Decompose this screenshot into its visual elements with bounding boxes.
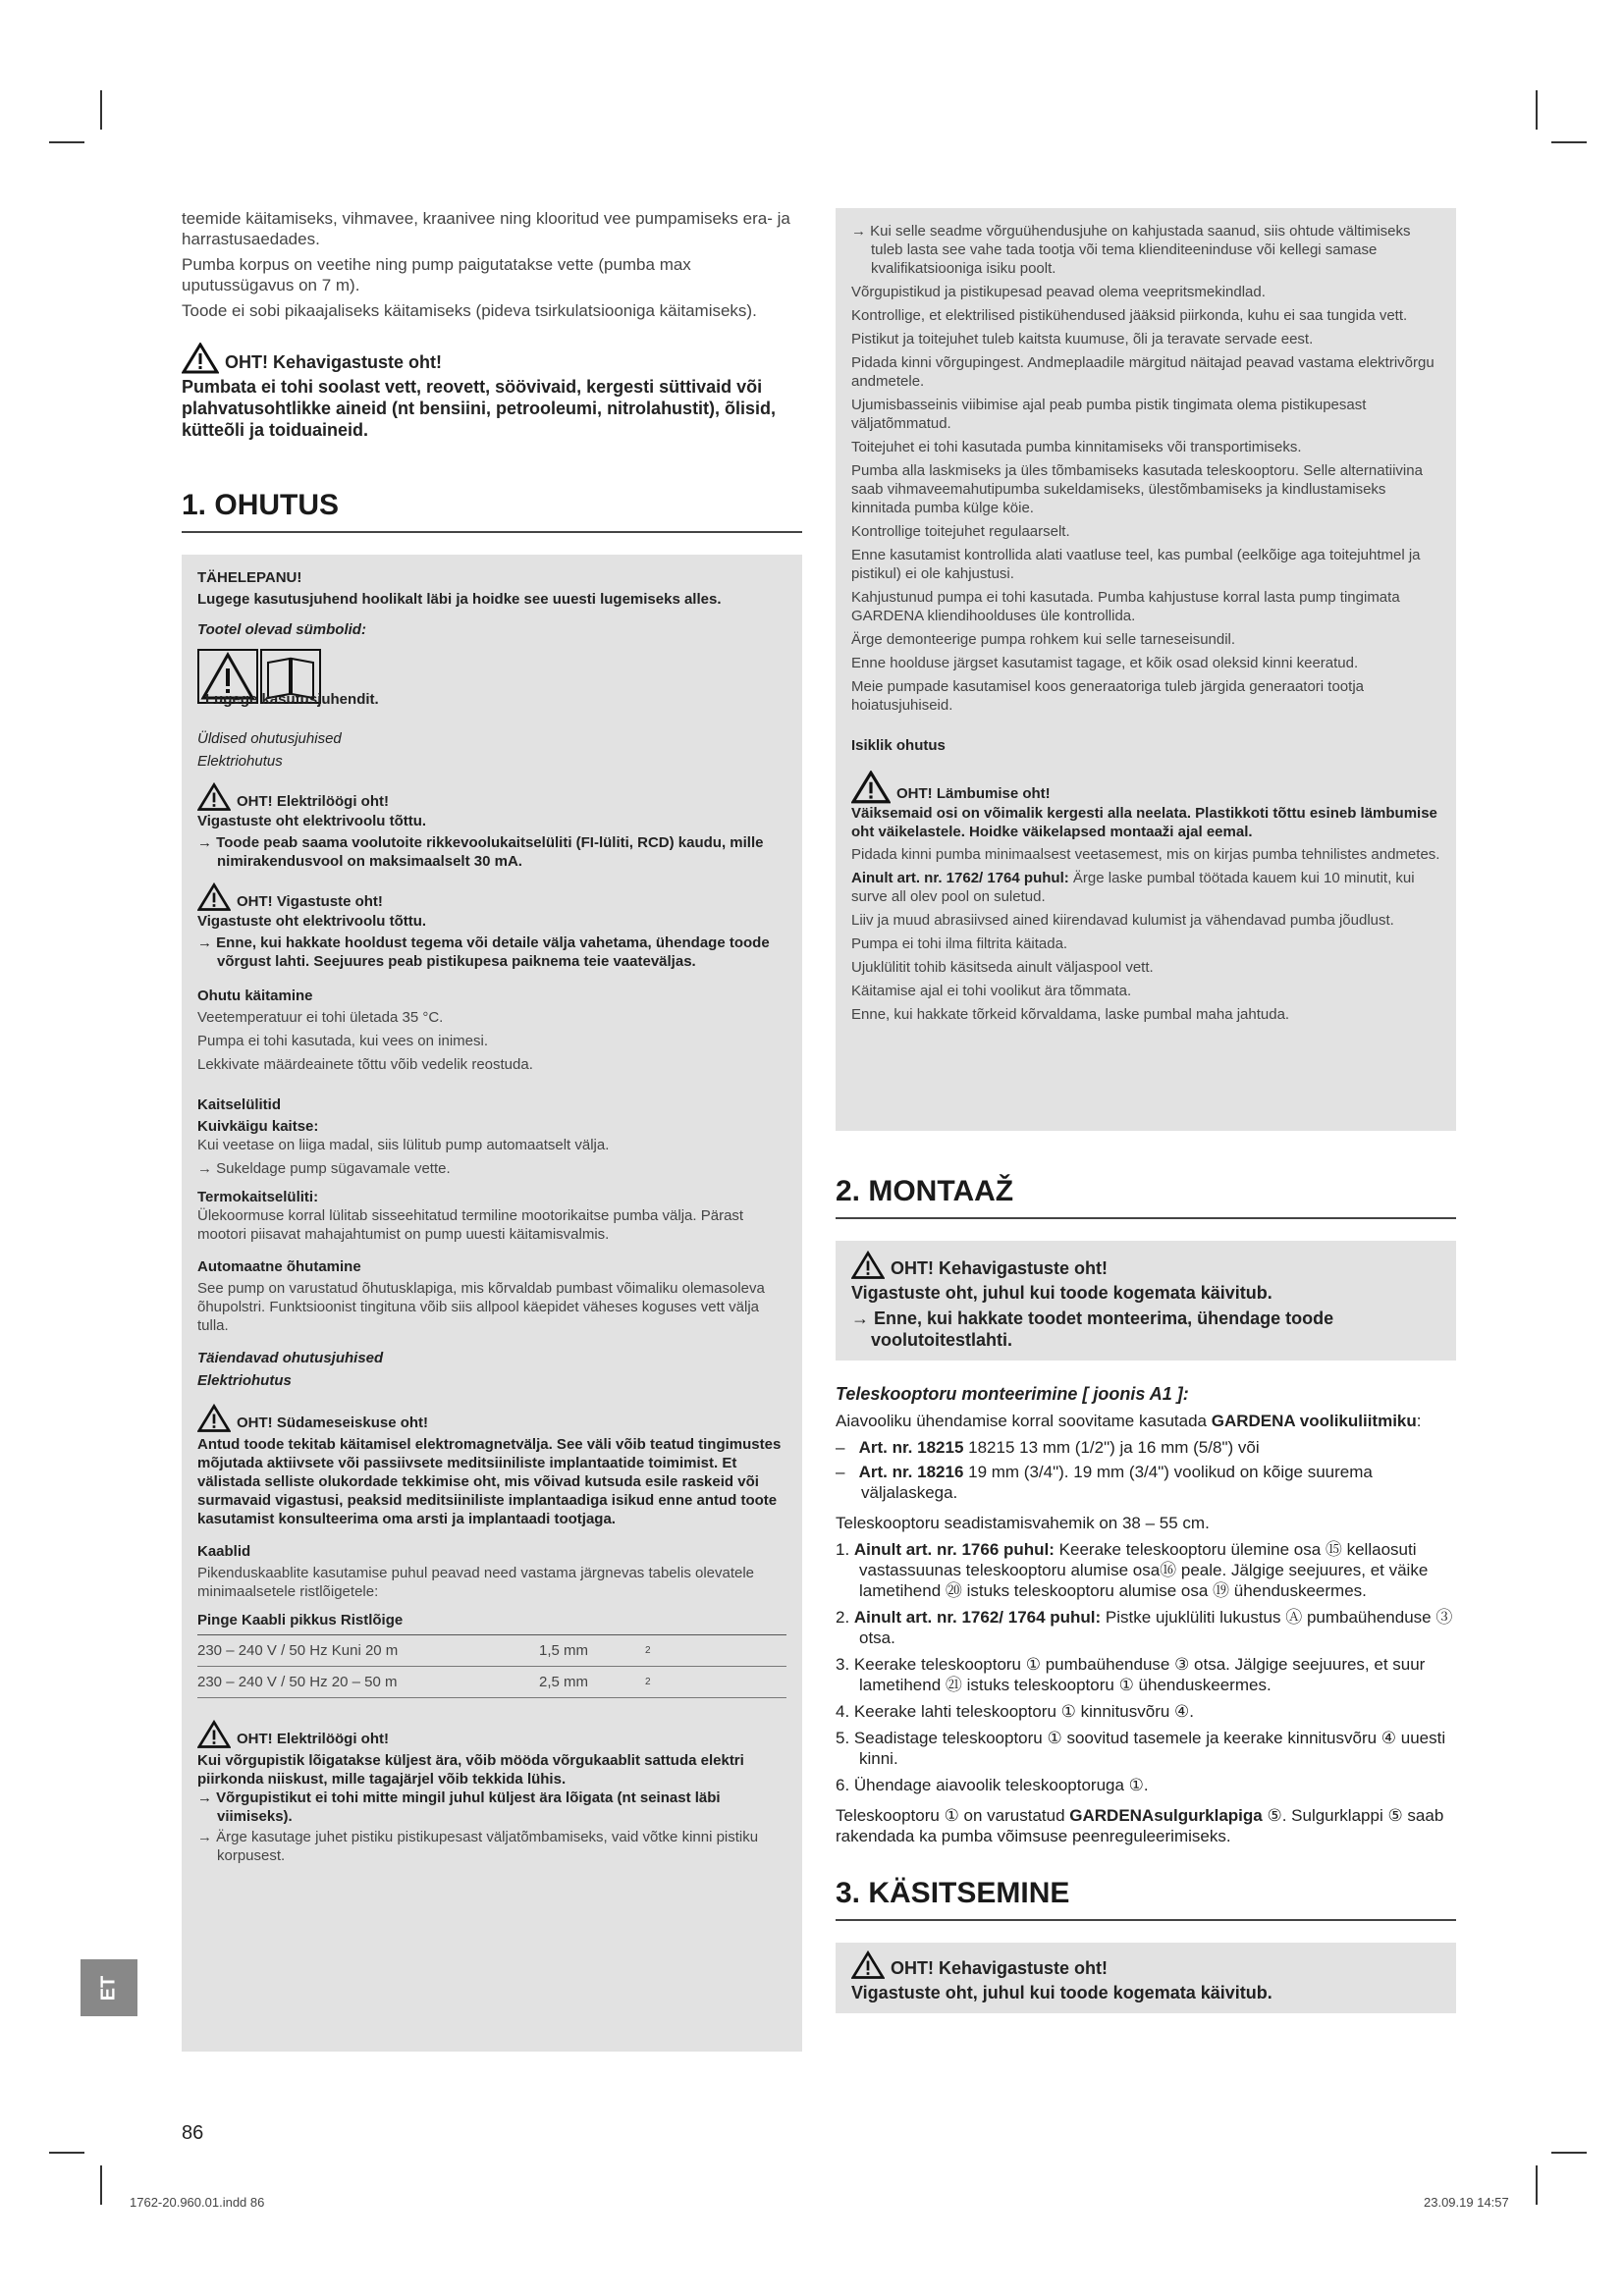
warning-icon: [851, 1251, 885, 1280]
dash-bold: Art. nr. 18215: [858, 1438, 964, 1457]
dash-text: 18215 13 mm (1/2") ja 16 mm (5/8") või: [963, 1438, 1260, 1457]
warning-text: Vigastuste oht, juhul kui toode kogemata käivitub.: [851, 1283, 1272, 1303]
symbol-label: Lugege kasutusjuhendit.: [205, 691, 379, 708]
thermo-title: Termokaitselüliti:: [197, 1189, 319, 1205]
footer-file: 1762-20.960.01.indd 86: [130, 2195, 265, 2210]
crop-mark: [1551, 141, 1587, 143]
warning-icon: [851, 771, 891, 804]
table-row: [197, 1635, 786, 1667]
personal-line: Käitamise ajal ei tohi voolikut ära tõmmata.: [851, 983, 1132, 999]
top-arrow: → Kui selle seadme võrguühendusjuhe on kahjustada saanud, siis ohtude vältimiseks tuleb lasta see vahe tada tootja või tema klienditeeninduse või kellegi samase kvalifikatsiooniga isiku poolt.: [851, 223, 1411, 277]
safety-line: Kahjustunud pumpa ei tohi kasutada. Pumba kahjustuse korral lasta pump tingimata GARDENA kliendihoolduses üle kontrollida.: [851, 589, 1400, 624]
tele-title: Teleskooptoru monteerimine [ joonis A1 ]:: [836, 1384, 1189, 1404]
personal-line: Liiv ja muud abrasiivsed ained kiirendavad kulumist ja vähendavad pumba jõudlust.: [851, 912, 1394, 929]
thermo-text: Ülekoormuse korral lülitab sisseehitatud termiline mootorikaitse pumba välja. Pärast mootori piisavat mahajahtumist on pump uuesti käitamisvalmis.: [197, 1207, 744, 1243]
protect-title: Kaitselülitid: [197, 1096, 282, 1113]
step-item: 6. Ühendage aiavoolik teleskooptoruga ①.: [836, 1776, 1149, 1794]
safety-line: Toitejuhet ei tohi kasutada pumba kinnitamiseks või transportimiseks.: [851, 439, 1302, 455]
auto-title: Automaatne õhutamine: [197, 1258, 361, 1275]
safe-op-line: Veetemperatuur ei tohi ületada 35 °C.: [197, 1009, 444, 1026]
section-rule: [836, 1217, 1456, 1219]
electric-title: Elektriohutus: [197, 753, 283, 770]
section-rule: [182, 531, 802, 533]
choke-text: Väiksemaid osi on võimalik kergesti alla neelata. Plastikkoti tõttu esineb lämbumise oht väikelastele. Hoidke väikelapsed montaaži ajal eemal.: [851, 805, 1437, 840]
safety-line: Pistikut ja toitejuhet tuleb kaitsta kuumuse, õli ja teravate servade eest.: [851, 331, 1314, 347]
crop-mark: [49, 141, 84, 143]
dry-title: Kuivkäigu kaitse:: [197, 1118, 319, 1135]
section-title: 1. OHUTUS: [182, 489, 340, 521]
safe-op-title: Ohutu käitamine: [197, 988, 313, 1004]
extra-title: Täiendavad ohutusjuhised: [197, 1350, 384, 1366]
step-bold: Ainult art. nr. 1766 puhul:: [853, 1540, 1055, 1559]
extra-electric: Elektriohutus: [197, 1372, 292, 1389]
step-item: 1. Ainult art. nr. 1766 puhul: Keerake teleskooptoru ülemine osa ⑮ kellaosuti vastassuunas teleskooptoru alumise osa⑯ peale. Jälgige seejuures, et väike lametihend ⑳ istuks teleskooptoru alumise osa ⑲ ühenduskeermes.: [836, 1540, 1429, 1600]
warning-icon: [851, 1950, 885, 1980]
shock2-arrow: → Ärge kasutage juhet pistiku pistikupesast väljatõmbamiseks, vaid võtke kinni pistiku korpusest.: [197, 1829, 759, 1864]
shock2-arrow: → Võrgupistikut ei tohi mitte mingil juhul küljest ära lõigata (nt seinast läbi viimiseks).: [197, 1789, 721, 1825]
warning-icon: [197, 1720, 231, 1749]
shock2-warning: [197, 1720, 786, 1865]
tele-intro-bold: GARDENA voolikuliitmiku: [1211, 1412, 1417, 1430]
step-bold: Ainult art. nr. 1762/ 1764 puhul:: [853, 1608, 1102, 1627]
warning-icon: [197, 1404, 231, 1433]
personal-title: Isiklik ohutus: [851, 737, 946, 754]
attention-text: Lugege kasutusjuhend hoolikalt läbi ja hoidke see uuesti lugemiseks alles.: [197, 591, 722, 608]
injury-arrow: → Enne, kui hakkate hooldust tegema või detaile välja vahetama, ühendage toode võrgust lahti. Seejuures peab pistikupesa paiknema teie vaateväljas.: [197, 934, 770, 970]
shock-text: Vigastuste oht elektrivoolu tõttu.: [197, 813, 427, 829]
cable-cell: 2,5 mm: [539, 1667, 645, 1698]
step-item: 2. Ainult art. nr. 1762/ 1764 puhul: Pistke ujuklüliti lukustus Ⓐ pumbaühenduse ③ otsa.: [836, 1608, 1453, 1647]
intro-text: Toode ei sobi pikaajaliseks käitamiseks (pideva tsirkulatsiooniga käitamiseks).: [182, 301, 757, 320]
safety-line: Pumba alla laskmiseks ja üles tõmbamiseks kasutada teleskooptoru. Selle alternatiivina saab vihmaveemahutipumba sukeldamiseks, ülestõmbamiseks ja kindlustamiseks kinnitada pumba külge köie.: [851, 462, 1423, 516]
section-rule: [836, 1919, 1456, 1921]
heart-warning: [197, 1404, 786, 1528]
intro-text: Pumba korpus on veetihe ning pump paigutatakse vette (pumba max uputussügavus on 7 m).: [182, 255, 691, 294]
only-text: Ärge laske pumbal töötada kauem kui 10 minutit, kui surve all olev pool on suletud.: [851, 870, 1415, 905]
valve-bold: GARDENAsulgurklapiga: [1069, 1806, 1263, 1825]
table-row: [197, 1667, 786, 1698]
step-item: 4. Keerake lahti teleskooptoru ① kinnitusvõru ④.: [836, 1702, 1195, 1721]
safety-box: [182, 555, 802, 2052]
injury-text: Vigastuste oht elektrivoolu tõttu.: [197, 913, 427, 930]
shock2-title: OHT! Elektrilöögi oht!: [237, 1731, 389, 1747]
dry-arrow: → Sukeldage pump sügavamale vette.: [197, 1160, 451, 1177]
warning-title: OHT! Kehavigastuste oht!: [891, 1958, 1109, 1978]
crop-mark: [49, 2152, 84, 2154]
valve-text-c: ⑤. Sulgurklappi ⑤ saab rakendada ka pumba võimsuse peenreguleerimiseks.: [836, 1806, 1444, 1845]
dash-bold: Art. nr. 18216: [858, 1463, 964, 1481]
valve-text: [836, 1805, 1456, 1846]
tele-intro-text: Aiavooliku ühendamise korral soovitame kasutada: [836, 1412, 1212, 1430]
crop-mark: [1536, 90, 1538, 130]
shock-title: OHT! Elektrilöögi oht!: [237, 793, 389, 810]
dash-item: – Art. nr. 18215 18215 13 mm (1/2") ja 16 mm (5/8") või: [836, 1438, 1260, 1457]
cable-cell: 1,5 mm: [539, 1635, 645, 1667]
safety-line: Enne kasutamist kontrollida alati vaatluse teel, kas pumbal (eelkõige aga toitejuhtmel ja pistikul) ei ole kahjustusi.: [851, 547, 1421, 582]
general-title: Üldised ohutusjuhised: [197, 730, 342, 747]
safety-line: Ujumisbasseinis viibimise ajal peab pumba pistik tingimata olema pistikupesast väljatõmmatud.: [851, 397, 1367, 432]
warning-text: Pumbata ei tohi soolast vett, reovett, söövivaid, kergesti süttivaid või plahvatusohtlikke aineid (nt bensiini, petrooleumi, nitrolahustit), õlisid, kütteõli ja toiduaineid.: [182, 377, 777, 440]
symbol-row: [197, 649, 786, 712]
intro-text: teemide käitamiseks, vihmavee, kraanivee ning klooritud vee pumpamiseks era- ja harrastusaedades.: [182, 209, 790, 248]
warning-text: Vigastuste oht, juhul kui toode kogemata käivitub.: [851, 1983, 1272, 2002]
crop-mark: [100, 2165, 102, 2205]
only-line: [851, 869, 1440, 906]
safety-line: Enne hoolduse järgset kasutamist tagage, et kõik osad oleksid kinni keeratud.: [851, 655, 1359, 671]
cable-cell: 2: [645, 1667, 786, 1698]
mount-warning: [836, 1241, 1456, 1361]
warning-arrow: → Enne, kui hakkate toodet monteerima, ühendage toode voolutoitestlahti.: [851, 1308, 1334, 1350]
injury-title: OHT! Vigastuste oht!: [237, 893, 383, 910]
range-text: Teleskooptoru seadistamisvahemik on 38 – 55 cm.: [836, 1514, 1210, 1532]
left-column: [182, 208, 802, 2052]
heart-title: OHT! Südameseiskuse oht!: [237, 1415, 429, 1431]
dash-item: – Art. nr. 18216 19 mm (3/4"). 19 mm (3/4") voolikud on kõige suurema väljalaskega.: [836, 1463, 1373, 1502]
tele-intro-colon: :: [1416, 1412, 1422, 1430]
safe-op-line: Pumpa ei tohi kasutada, kui vees on inimesi.: [197, 1033, 488, 1049]
shock-warning: [197, 782, 786, 871]
safety-box: [836, 208, 1456, 1131]
warning-title: OHT! Kehavigastuste oht!: [891, 1258, 1109, 1278]
crop-mark: [1536, 2165, 1538, 2205]
language-tab: [81, 1959, 137, 2016]
choke-warning: [851, 771, 1440, 841]
footer-date: 23.09.19 14:57: [1424, 2195, 1509, 2210]
shock-arrow: → Toode peab saama voolutoite rikkevoolukaitselüliti (FI-lüliti, RCD) kaudu, mille nimirakendusvool on maksimaalselt 30 mA.: [197, 834, 764, 870]
step-item: 5. Seadistage teleskooptoru ① soovitud tasemele ja keerake kinnitusvõru ④ uuesti kinni.: [836, 1729, 1446, 1768]
safety-line: Kontrollige toitejuhet regulaarselt.: [851, 523, 1070, 540]
injury-warning: [197, 882, 786, 971]
right-column: [836, 208, 1456, 2013]
safety-line: Võrgupistikud ja pistikupesad peavad olema veepritsmekindlad.: [851, 284, 1266, 300]
cable-cell: 2: [645, 1635, 786, 1667]
safety-line: Meie pumpade kasutamisel koos generaatoriga tuleb järgida generaatori tootja hoiatusjuhiseid.: [851, 678, 1364, 714]
crop-mark: [100, 90, 102, 130]
symbols-title: Tootel olevad sümbolid:: [197, 621, 366, 638]
safety-line: Ärge demonteerige pumpa rohkem kui selle tarneseisundil.: [851, 631, 1236, 648]
attention-title: TÄHELEPANU!: [197, 569, 302, 586]
cable-title: Kaablid: [197, 1543, 251, 1560]
dry-text: Kui veetase on liiga madal, siis lülitub pump automaatselt välja.: [197, 1137, 610, 1153]
auto-text: See pump on varustatud õhutusklapiga, mis kõrvaldab pumbast võimaliku olemasoleva õhupolstri. Funktsioonist tingituna võib siis allpool käepidet väheses koguses vett välja tulla.: [197, 1280, 765, 1334]
crop-mark: [1551, 2152, 1587, 2154]
language-tab-label: ET: [97, 1975, 120, 2001]
personal-line: Enne, kui hakkate tõrkeid kõrvaldama, laske pumbal maha jahtuda.: [851, 1006, 1290, 1023]
step-text: Keerake teleskooptoru ülemine osa ⑮ kellaosuti vastassuunas teleskooptoru alumise osa⑯ peale. Jälgige seejuures, et väike lametihend ⑳ istuks teleskooptoru alumise osa ⑲ ühenduskeermes.: [859, 1540, 1429, 1600]
personal-line: Pumpa ei tohi ilma filtrita käitada.: [851, 935, 1068, 952]
cable-cell: 230 – 240 V / 50 Hz 20 – 50 m: [197, 1667, 539, 1698]
valve-text-a: Teleskooptoru ① on varustatud: [836, 1806, 1070, 1825]
personal-line: Pidada kinni pumba minimaalsest veetasemest, mis on kirjas pumba tehnilistes andmetes.: [851, 846, 1440, 863]
heart-text: Antud toode tekitab käitamisel elektromagnetvälja. See väli võib teatud tingimustes mõjutada aktiivsete või passiivsete meditsiiniliste implantaatide toimimist. Et välistada selliste olukordade tekkimise oht, mis võivad kutsuda esile raskeid või surmavaid vigastusi, peaksid meditsiiniliste implantaadiga isikud enne antud toote kasutamist konsulteerima oma arsti ja implantaadi tootjaga.: [197, 1436, 782, 1527]
warning-icon: [197, 782, 231, 812]
warning-icon: [197, 882, 231, 912]
section-title: 2. MONTAAŽ: [836, 1175, 1014, 1207]
cable-text: Pikenduskaablite kasutamise puhul peavad need vastama järgnevas tabelis olevatele minimaalsetele ristlõigetele:: [197, 1565, 755, 1600]
safety-line: Pidada kinni võrgupingest. Andmeplaadile märgitud näitajad peavad vastama elektrivõrgu andmetele.: [851, 354, 1435, 390]
safety-line: Kontrollige, et elektrilised pistikühendused jääksid piirkonda, kuhu ei saa tungida vett.: [851, 307, 1408, 324]
warning-title: OHT! Kehavigastuste oht!: [225, 352, 443, 372]
step-text: Pistke ujuklüliti lukustus Ⓐ pumbaühenduse ③ otsa.: [859, 1608, 1453, 1647]
tele-intro: [836, 1411, 1456, 1431]
only-label: Ainult art. nr. 1762/ 1764 puhul:: [851, 870, 1069, 886]
handling-warning: [836, 1943, 1456, 2013]
cable-cell: 230 – 240 V / 50 Hz Kuni 20 m: [197, 1635, 539, 1667]
choke-title: OHT! Lämbumise oht!: [896, 785, 1051, 802]
personal-line: Ujuklülitit tohib käsitseda ainult väljaspool vett.: [851, 959, 1154, 976]
cable-table-header: Pinge Kaabli pikkus Ristlõige: [197, 1606, 786, 1635]
safe-op-line: Lekkivate määrdeainete tõttu võib vedelik reostuda.: [197, 1056, 533, 1073]
warning-block: [182, 343, 802, 441]
cable-table: [197, 1606, 786, 1698]
warning-icon: [182, 343, 219, 374]
dash-text: 19 mm (3/4"). 19 mm (3/4") voolikud on kõige suurema väljalaskega.: [861, 1463, 1373, 1502]
step-item: 3. Keerake teleskooptoru ① pumbaühenduse ③ otsa. Jälgige seejuures, et suur lametihend ㉑ istuks teleskooptoru ① ühenduskeermes.: [836, 1655, 1426, 1694]
page-number: 86: [182, 2122, 204, 2144]
shock2-text: Kui võrgupistik lõigatakse küljest ära, võib mööda võrgukaablit sattuda elektri piirkonda niiskust, mille tagajärjel võib tekkida lühis.: [197, 1752, 744, 1788]
section-title: 3. KÄSITSEMINE: [836, 1877, 1070, 1909]
